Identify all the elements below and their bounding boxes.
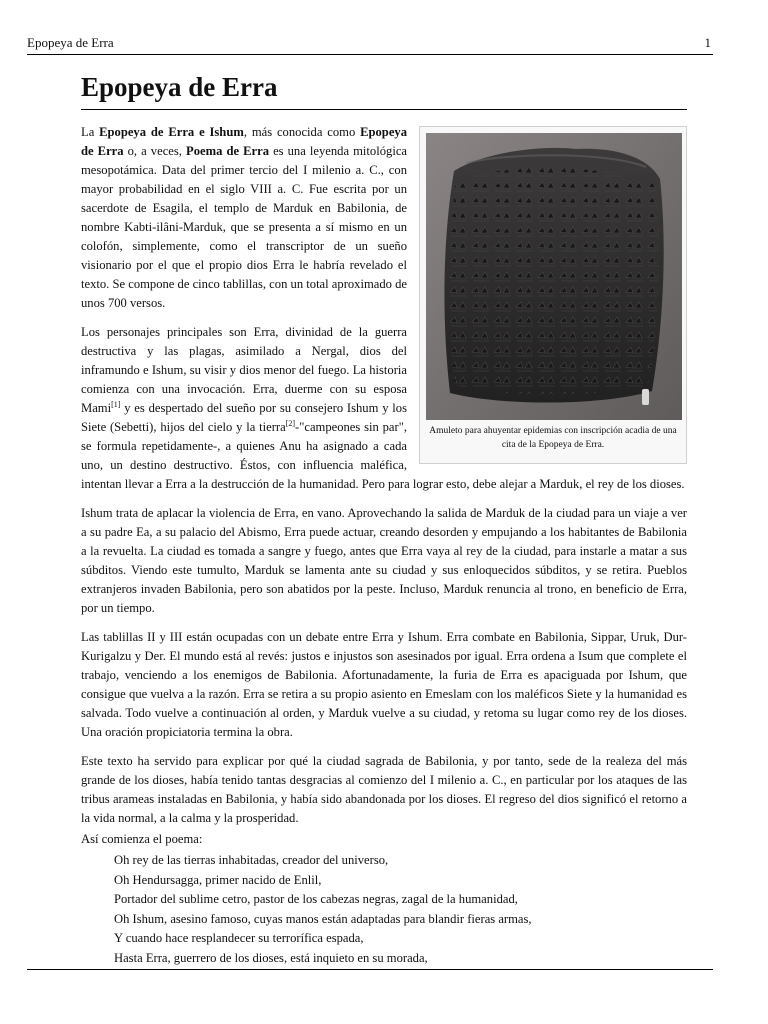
poem-verse [114,851,687,968]
verse-line: Oh rey de las tierras inhabitadas, creador del universo, [114,853,389,867]
running-header [27,35,713,51]
verse-line: Oh Ishum, asesino famoso, cuyas manos están adaptadas para blandir fieras armas, [114,911,532,926]
paragraph-tablets: Las tablillas II y III están ocupadas con un debate entre Erra y Ishum. Erra combate en Babilonia, Sippar, Uruk, Dur-Kurigalzu y Der. El mundo está al revés: justos e injustos son asesinados por igual. Erra ordena a Isum que complete el trabajo, venciendo a los enemigos de Babilonia. Afortunadamente, la furia de Erra es apaciguada por Ishum, que consigue que vuelva a la razón. Erra se retira a su propio asiento en Emeslam con los maléficos Siete y la humanidad es salvada. Todo vuelve a continuación al orden, y Marduk vuelve a su ciudad, y retoma su lugar como rey de los dioses. Una oración propiciatoria termina la obra. [81,630,687,739]
text-span: , más conocida como [243,125,361,139]
reference-link-1[interactable]: [1] [111,400,121,409]
figure-caption: Amuleto para ahuyentar epidemias con inscripción acadia de una cita de la Epopeya de Erra. [429,426,677,450]
footer-divider [27,969,713,970]
text-span: y es despertado del sueño por su consejero Ishum y los Siete (Sebetti), hijos del cielo y la tierra [81,401,407,434]
article-title: Epopeya de Erra [81,72,278,102]
verse-line: Hasta Erra, guerrero de los dioses, está inquieto en su morada, [114,950,428,965]
title-divider [81,109,687,110]
text-span: -"campeones sin par", se formula repetidamente-, a quienes Anu ha asignado a cada uno, un destino destructivo. Éstos, con influencia maléfica, intentan llevar a Erra a la destrucción de la humanidad. Pero para lograr esto, debe alejar a Marduk, el rey de los dioses. [81,420,685,491]
cuneiform-tablet-photo[interactable] [426,133,682,420]
paragraph-meaning: Este texto ha servido para explicar por qué la ciudad sagrada de Babilonia, y por tanto, sede de la realeza del más grande de los dioses, había tenido tantas desgracias al comienzo del I milenio a. C., en particular por los ataques de las tribus arameas instaladas en Babilonia, y había sido abandonada por los dioses. El regreso del dios significó el retorno a la vida normal, a la calma y la prosperidad. [81,754,687,825]
tablet-image [426,133,682,420]
verse-line: Y cuando hace resplandecer su terrorífica espada, [114,931,364,945]
reference-link-2[interactable]: [2] [285,419,296,428]
verse-line: Portador del sublime cetro, pastor de los cabezas negras, zagal de la humanidad, [114,892,518,906]
article-body [81,123,687,968]
text-span: Los personajes principales son Erra, divinidad de la guerra destructiva y las plagas, asimilado a Nergal, dios del inframundo e Ishum, su visir y dios menor del fuego. La historia comienza con una invocación. Erra, duerme con su esposa Mami [81,325,407,415]
verse-line: Oh Hendursagga, primer nacido de Enlil, [114,872,322,887]
bold-term: Epopeya de Erra e Ishum [99,125,244,139]
page-number: 1 [704,35,711,50]
bold-term: Poema de Erra [186,144,269,158]
bold-term: Epopeya de Erra [81,125,407,158]
text-span: es una leyenda mitológica mesopotámica. Data del primer tercio del I milenio a. C., con mayor probabilidad en el siglo VIII a. C. Fue escrita por un sacerdote de Esagila, el templo de Marduk en Babilonia, de nombre Kabti-ilâni-Marduk, que se presenta a sí mismo en un colofón, simplemente, como el transcriptor de un sueño visionario por el que el propio dios Erra le habría revelado el texto. Se compone de cinco tablillas, con un total aproximado de unos 700 versos. [81,144,407,310]
paragraph-poem-intro: Así comienza el poema: [81,832,203,846]
text-span: La [81,125,100,139]
paragraph-plot: Ishum trata de aplacar la violencia de Erra, en vano. Aprovechando la salida de Marduk de la ciudad para un viaje a ver a su padre Ea, a su palacio del Abismo, Erra puede actuar, creando desorden y empujando a los habitantes de Babilonia a la revuelta. La ciudad es tomada a sangre y fuego, antes que Erra vaya al rey de la ciudad, para instarle a matar a sus súbditos. Viendo este tumulto, Marduk se lamenta ante su ciudad y sus enloquecidos súbditos, y se retira. Pueblos extranjeros invaden Babilonia, pero son abatidos por la peste. Incluso, Marduk renuncia al trono, en beneficio de Erra, por un tiempo. [81,506,687,615]
running-header-title: Epopeya de Erra [27,35,114,50]
text-span: o, a veces, [123,144,186,158]
figure [419,126,687,464]
header-divider [27,54,713,55]
